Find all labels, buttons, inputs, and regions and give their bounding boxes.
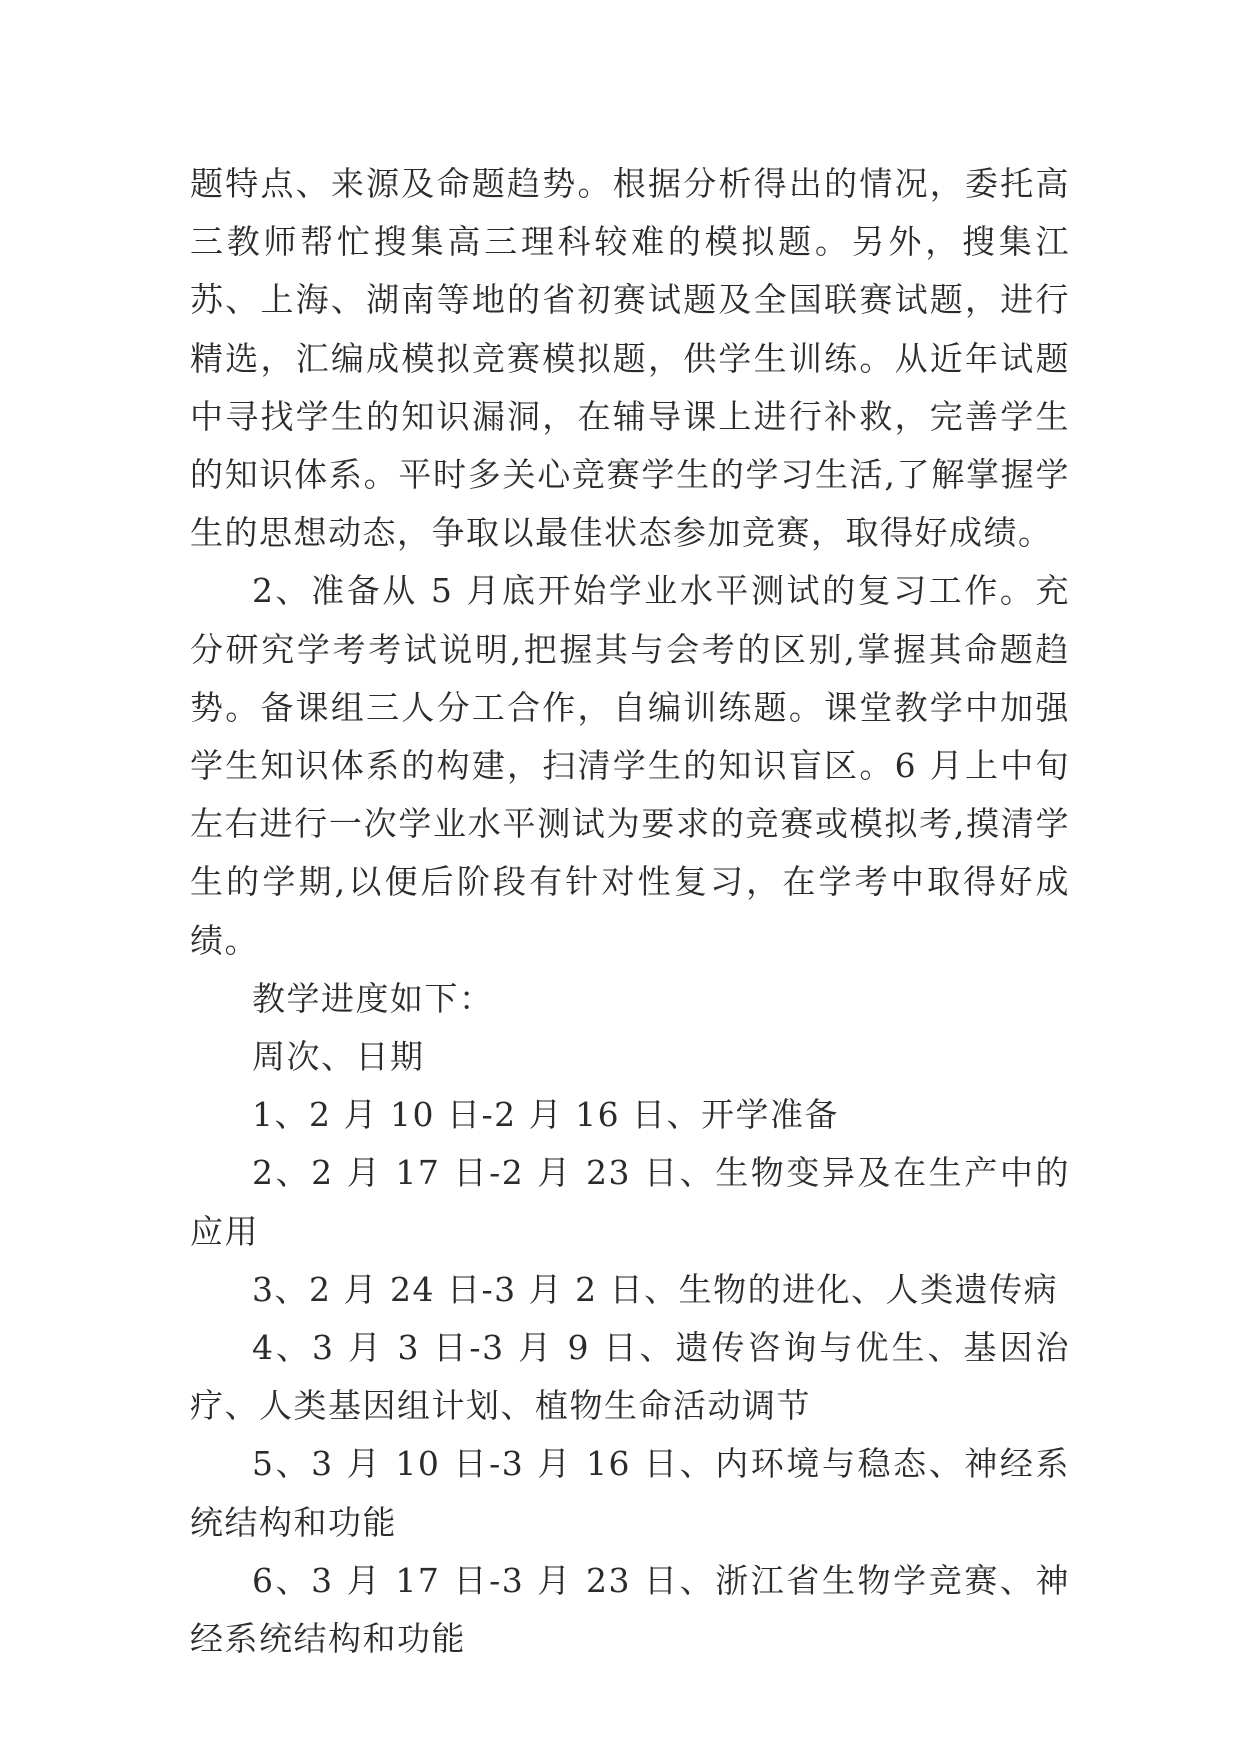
schedule-item-1: 1、2 月 10 日-2 月 16 日、开学准备 [252, 1095, 840, 1135]
schedule-item-6: 6、3 月 17 日-3 月 23 日、浙江省生物学竞赛、神经系统结构和功能 [190, 1560, 1070, 1659]
paragraph-schedule-intro: 教学进度如下： [252, 978, 494, 1018]
paragraph-competition-preparation: 题特点、来源及命题趋势。根据分析得出的情况，委托高三教师帮忙搜集高三理科较难的模拟题。另外，搜集江苏、上海、湖南等地的省初赛试题及全国联赛试题，进行精选，汇编成模拟竞赛模拟题，供学生训练。从近年试题中寻找学生的知识漏洞，在辅导课上进行补救，完善学生的知识体系。平时多关心竞赛学生的学习生活,了解掌握学生的思想动态，争取以最佳状态参加竞赛，取得好成绩。 [190, 164, 1070, 553]
schedule-item-5: 5、3 月 10 日-3 月 16 日、内环境与稳态、神经系统结构和功能 [190, 1444, 1070, 1542]
schedule-item-4: 4、3 月 3 日-3 月 9 日、遗传咨询与优生、基因治疗、人类基因组计划、植物生命活动调节 [190, 1328, 1070, 1426]
schedule-item-3: 3、2 月 24 日-3 月 2 日、生物的进化、人类遗传病 [252, 1269, 1059, 1309]
paragraph-proficiency-test-review: 2、准备从 5 月底开始学业水平测试的复习工作。充分研究学考考试说明,把握其与会考的区别,掌握其命题趋势。备课组三人分工合作，自编训练题。课堂教学中加强学生知识体系的构建，扫清学生的知识盲区。6 月上中旬左右进行一次学业水平测试为要求的竞赛或模拟考,摸清学生的学期,以便后阶段有针对性复习，在学考中取得好成绩。 [190, 571, 1070, 960]
schedule-item-2: 2、2 月 17 日-2 月 23 日、生物变异及在生产中的应用 [190, 1153, 1070, 1251]
schedule-header: 周次、日期 [252, 1037, 425, 1077]
document-body [190, 155, 1070, 1668]
